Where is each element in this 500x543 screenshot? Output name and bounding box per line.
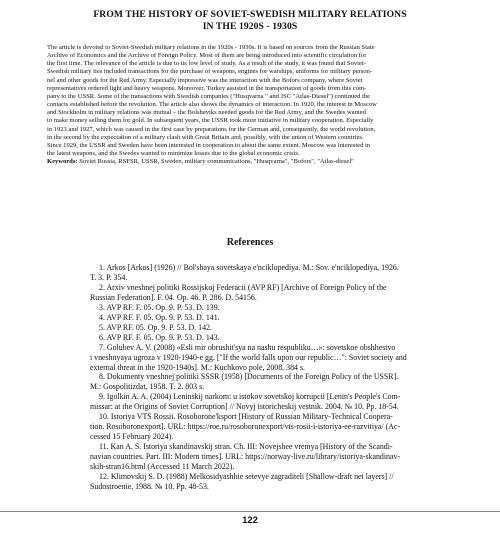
reference-line: 12. Klimovskij S. D. (1988) Melkosidyashhie setevye zagraditeli [Shallow-draft net layers] // (99, 472, 394, 482)
reference-line: 4. AVP RF. F. 05. Op. 9. P. 53. D. 141. (99, 312, 220, 322)
keywords-label: Keywords: (47, 158, 78, 166)
abstract-line: in 1923 and 1927, which was caused in the first case by preparations for the German and, consequently, the world revolution, (47, 125, 376, 133)
reference-line: 10. Istoriya VTS Rossii. Rosoborone'ksport [History of Russian Military-Technical Coopera- (99, 412, 393, 422)
abstract-line: contacts established before the revolution. The article also shows the dynamics of interaction. In 1920, the interest in Moscow (47, 101, 377, 109)
article-title-line-1: FROM THE HISTORY OF SOVIET-SWEDISH MILITARY RELATIONS (93, 9, 407, 20)
abstract-line: Archive of Economics and the Archive of Foreign Policy. Most of them are being introduced into scientific circulation for (47, 52, 367, 60)
references-heading: References (226, 237, 274, 248)
reference-line: 7. Golubev A. V. (2008) «Esli mir obrushit'sya na nashu respubliku…»: sovetskoe obshhestvo (99, 342, 396, 352)
reference-line: external threat in the 1920-1940s]. M.: Kuchkovo pole, 2008. 384 s. (90, 362, 305, 372)
reference-line: 3. AVP RF. F. 05. Op. 9. P. 53. D. 139. (99, 302, 220, 312)
reference-line: 5. AVP RF. 05. Op. 9. P. 53. D. 142. (99, 322, 212, 332)
abstract-line: Since 1929, the USSR and Sweden have been interested in cooperation to about the same extent. Moscow was interested in (47, 141, 371, 149)
keywords-text: Soviet Russia, RSFSR, USSR, Sweden, military communications, "Husqvarna", "Bofors", "Atlas-diesel" (77, 158, 354, 166)
reference-line: 11. Kan A. S. Istoriya skandinavskij stran. Ch. III: Novejshee vremya [History of the Scandi- (99, 442, 393, 452)
reference-line: Sudostroenie. 1988. № 10. Pp. 48-53. (90, 481, 209, 491)
reference-line: cessed 15 February 2024). (90, 432, 174, 442)
page-number: 122 (242, 515, 258, 526)
reference-line: navian countries. Part. III: Modern times]. URL: https://norway-live.ru/library/istoriya-skandinav- (90, 452, 401, 462)
abstract-line: and Stockholm in military relations was mutual – the Bolsheviks needed goods for the Red Army, and the Swedes wanted (47, 109, 366, 117)
reference-line: 8. Dokumenty vneshnej politiki SSSR (1958) [Documents of the Foreign Policy of the USSR]. (99, 372, 399, 382)
reference-line: skih-stran16.html (Accessed 11 March 2022). (90, 462, 235, 472)
reference-line: tion. Rosoboronexport]. URL: https://roe.ru/rosoboronexport/vts-rosii-i-istoriya-ee-razvitiya/ (Ac- (90, 422, 401, 432)
abstract-line: the latest weapons, and the Swedes wanted to minimize losses due to the global economic crisis. (47, 150, 300, 158)
abstract-line: nel and other goods for the Red Army. Especially impressive was the interaction with the Bofors company, where Soviet (47, 76, 363, 84)
article-title-line-2: IN THE 1920S - 1930S (202, 21, 298, 32)
article-title (40, 9, 460, 33)
footer-rule (0, 511, 500, 512)
abstract-line: to make money selling them for gold. In subsequent years, the USSR took more initiative in military cooperation. Especially (47, 117, 374, 125)
reference-line: 6. AVP RF. F. 05. Op. 9. P. 53. D. 143. (99, 332, 220, 342)
keywords-line (47, 158, 458, 166)
reference-line: 2. Arxiv vneshnej politiki Rossijskoj Federacii (AVP RF) [Archive of Foreign Policy of the (99, 282, 387, 292)
abstract (47, 44, 458, 166)
abstract-line: in the second by the expectation of a military clash with Great Britain and, possibly, with the union of Western countries. (47, 133, 364, 141)
abstract-line: representatives ordered light and heavy weapons. Moreover, Turkey assisted in the transportation of goods from this com- (47, 84, 367, 92)
reference-line: missar: at the Origins of Soviet Corruption] // Novyj istoricheskij vestnik. 2004. № 10. Pp. 18-54. (90, 402, 399, 412)
references-list (90, 263, 424, 492)
reference-line: T. 3. P. 354. (90, 272, 128, 282)
abstract-line: Swedish military ties included transactions for the purchase of weapons, engines for warships, uniforms for military person- (47, 68, 373, 76)
abstract-line: the first time. The relevance of the article is due to its low level of study. As a result of the study, it was found that Soviet- (47, 60, 366, 68)
abstract-body (47, 44, 458, 158)
abstract-line: The article is devoted to Soviet-Swedish military relations in the 1920s - 1930s. It is based on sources from the Russian State (47, 44, 375, 51)
reference-line: 1. Arkos [Arkos] (1926) // Bol'shaya sovetskaya e'nciklopediya. M.: Sov. e'nciklopediya, 1926. (99, 263, 399, 272)
reference-line: Russian Federation]. F. 04. Op. 46. P. 286. D. 54156. (90, 292, 257, 302)
reference-line: i vneshnyaya ugroza v 1920-1940-e gg. ["If the world falls upon our republic…": Soviet society and (90, 352, 407, 362)
reference-line: M.: Gospolitizdat, 1958. T. 2. 803 s. (90, 382, 205, 392)
abstract-line: pany to the USSR. Some of the transactions with Swedish companies ("Husqvarna " and JSC "Atlas-Diesel") continued the (47, 92, 371, 100)
reference-line: 9. Igolkin A. A. (2004) Leninskij narkom: u istokov sovetskoj korrupcii [Lenin's People's Com- (99, 392, 401, 402)
